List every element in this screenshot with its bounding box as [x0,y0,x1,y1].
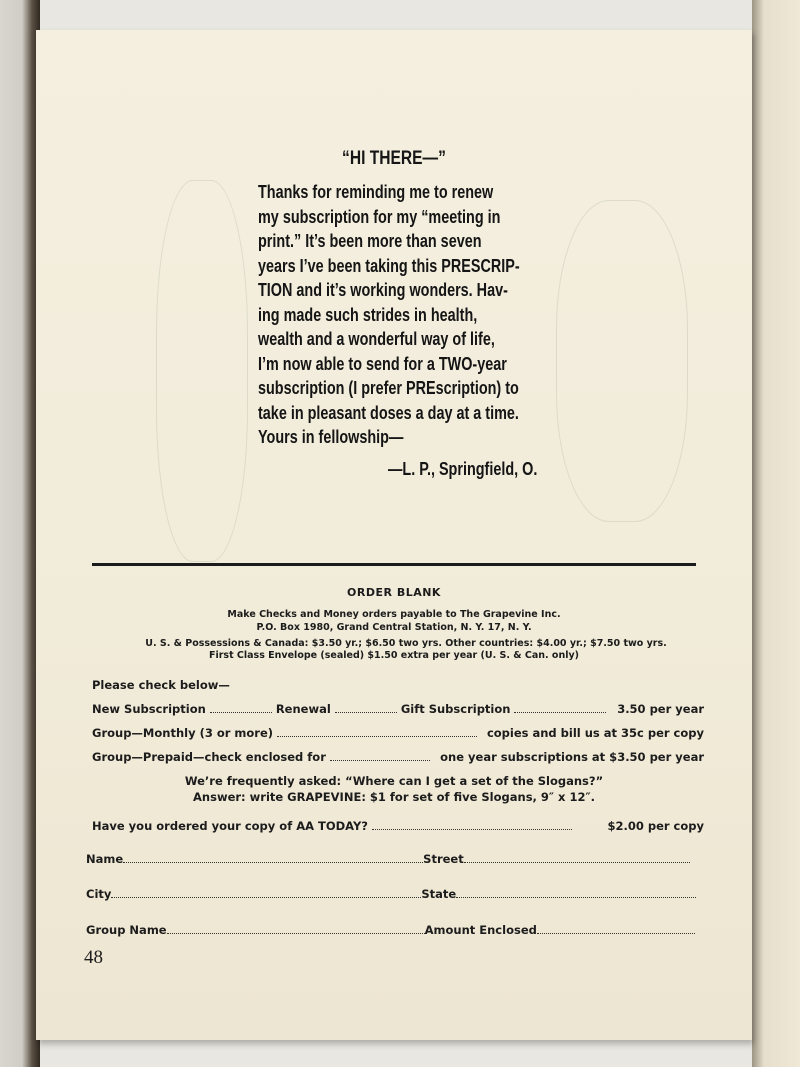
letter-line: Thanks for reminding me to renew [258,182,494,202]
letter-line: wealth and a wonderful way of life, [258,329,495,349]
faded-illustration-figure [556,200,688,522]
group-prepaid-label: Group—Prepaid—check enclosed for [92,750,326,764]
letter-heading: “HI THERE—” [342,148,446,169]
address-line: P.O. Box 1980, Grand Central Station, N. Y. 17, N. Y. [256,622,532,633]
aa-today-title: AA TODAY? [296,819,368,833]
state-label: State [421,887,457,901]
letter-line: my subscription for my “meeting in [258,206,501,227]
city-state-row [86,887,706,901]
payable-line: Make Checks and Money orders payable to The Grapevine Inc. [227,609,561,620]
state-field[interactable] [456,888,696,898]
envelope-line: First Class Envelope (sealed) $1.50 extra per year (U. S. & Can. only) [208,650,580,661]
city-label: City [86,887,112,901]
aa-today-question: Have you ordered your copy of [92,819,297,833]
subscription-options-row [92,702,704,716]
new-subscription-option[interactable]: New Subscription [92,702,206,716]
check-below-label: Please check below— [92,678,230,692]
amount-enclosed-field[interactable] [537,924,695,934]
street-field[interactable] [464,853,690,863]
letter-line: years I’ve been taking this PRESCRIP- [258,255,520,276]
group-amount-row [86,923,706,937]
letter-line: ing made such strides in health, [258,304,478,325]
name-field[interactable] [123,853,423,863]
letter-line: Yours in fellowship— [258,427,404,447]
letter-line: print.” It’s been more than seven [258,231,482,251]
letter-line: take in pleasant doses a day at a time. [258,402,519,423]
aa-today-row [92,819,704,833]
letter-line: I’m now able to send for a TWO-year [258,353,507,374]
slogans-question: We’re frequently asked: “Where can I get a set of the Slogans?” [184,774,604,788]
letter-body [258,180,543,450]
slogans-answer: Answer: write GRAPEVINE: $1 for set of five Slogans, 9″ x 12″. [193,790,595,804]
group-prepaid-count-field[interactable] [330,751,430,761]
faded-illustration-figure [156,180,248,562]
street-label: Street [423,852,464,866]
letter-signature: —L. P., Springfield, O. [388,459,538,479]
letter-line: TION and it’s working wonders. Hav- [258,280,508,300]
aa-today-field[interactable] [372,820,572,830]
group-prepaid-terms: one year subscriptions at $3.50 per year [440,750,704,764]
group-name-label: Group Name [86,923,167,937]
city-field[interactable] [111,888,421,898]
aa-today-price: $2.00 per copy [607,819,704,833]
group-monthly-row [92,726,704,740]
group-monthly-terms: copies and bill us at 35c per copy [486,726,704,740]
adjacent-page-edge [752,0,800,1067]
renewal-blank[interactable] [335,703,397,713]
group-name-field[interactable] [167,924,425,934]
new-subscription-blank[interactable] [210,703,272,713]
letter-line: subscription (I prefer PREscription) to [258,378,519,398]
name-label: Name [86,852,124,866]
order-blank-title: ORDER BLANK [347,586,441,599]
renewal-option[interactable]: Renewal [275,702,331,716]
group-prepaid-row [92,750,704,764]
rates-line: U. S. & Possessions & Canada: $3.50 yr.; $6.50 two yrs. Other countries: $4.00 yr.; $7.50 two yrs. [145,638,667,649]
gift-subscription-blank[interactable] [514,703,606,713]
gift-subscription-option[interactable]: Gift Subscription [400,702,511,716]
group-monthly-copies-field[interactable] [277,727,477,737]
amount-enclosed-label: Amount Enclosed [424,923,537,937]
magazine-page [36,30,752,1040]
book-binding [0,0,40,1067]
name-street-row [86,852,706,866]
section-divider [92,563,696,566]
group-monthly-label: Group—Monthly (3 or more) [92,726,274,740]
page-number: 48 [84,947,103,968]
gift-price: 3.50 per year [617,702,704,716]
